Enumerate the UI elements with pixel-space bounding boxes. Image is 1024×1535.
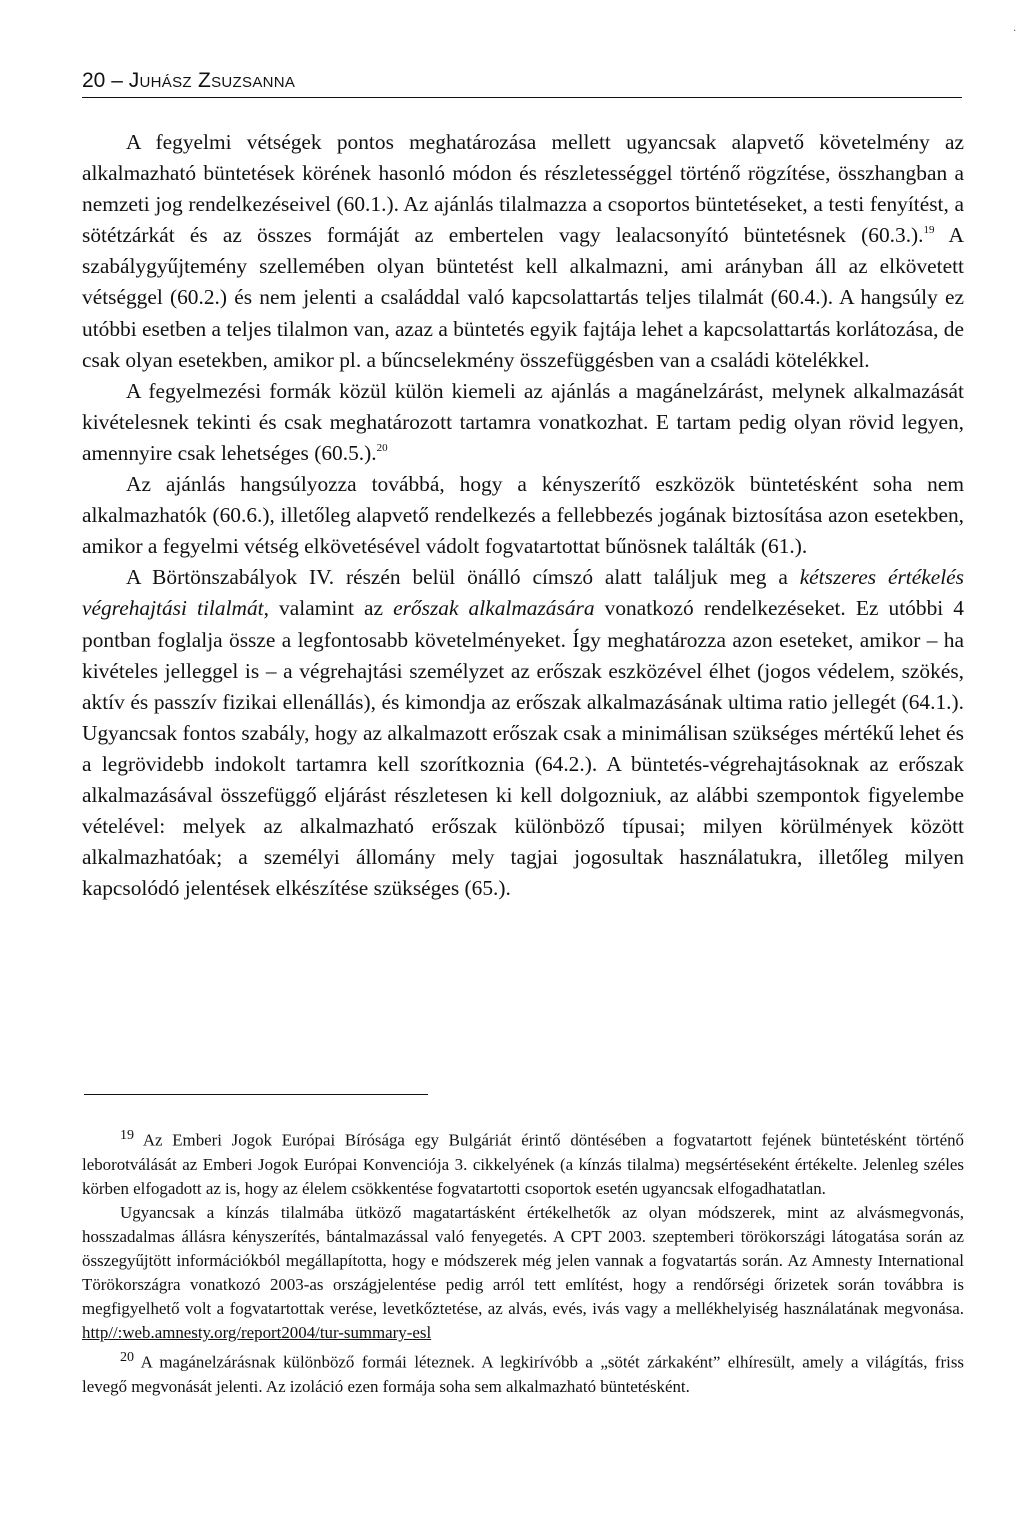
footnote-20-number: 20 xyxy=(120,1349,135,1366)
paragraph-4 xyxy=(82,562,964,904)
footnote-20-text: A magánelzárásnak különböző formái léteznek. A legkirívóbb a „sötét zárkaként” elhíresült, amely a világítás, friss levegő megvonását jelenti. Az izoláció ezen formája soha sem alkalmazható büntetésként. xyxy=(82,1353,964,1397)
running-header xyxy=(82,68,962,94)
paragraph-2 xyxy=(82,376,964,469)
paragraph-4-text-a: A Börtönszabályok IV. részén belül önálló címszó alatt találjuk meg a xyxy=(126,565,800,590)
footnote-19-url[interactable]: http//:web.amnesty.org/report2004/tur-summary-esl xyxy=(82,1323,432,1343)
footnote-ref-19: 19 xyxy=(923,224,935,237)
paragraph-4-italic-1: kétszeres értékelés végrehajtási tilalmát xyxy=(82,565,964,621)
paragraph-2-text: A fegyelmezési formák közül külön kiemeli az ajánlás a magánelzárást, melynek alkalmazását kivételesnek tekinti és csak meghatározott tartamra vonatkozhat. E tartam pedig olyan rövid legyen, amennyire csak lehetséges (60.5.). xyxy=(82,378,964,465)
footnote-19-number: 19 xyxy=(120,1127,135,1143)
paragraph-1 xyxy=(82,127,964,376)
paragraph-4-italic-2: erőszak alkalmazására xyxy=(393,596,595,621)
running-head-author: Juhász Zsuzsanna xyxy=(128,69,296,92)
footnote-ref-20: 20 xyxy=(376,441,388,454)
paragraph-3 xyxy=(82,469,964,562)
footnote-rule xyxy=(84,1094,428,1095)
footnote-20 xyxy=(82,1345,964,1399)
paragraph-4-text-b: , valamint az xyxy=(263,596,394,621)
paragraph-3-text: Az ajánlás hangsúlyozza továbbá, hogy a kényszerítő eszközök büntetésként soha nem alkalmazhatók (60.6.), illetőleg alapvető rendelkezés a fellebbezés jogának biztosítása azon esetekben, amikor a fegyelmi vétség elkövetésével vádolt fogvatartottat bűnösnek találták (61.). xyxy=(82,472,964,559)
footnote-19-text: Az Emberi Jogok Európai Bírósága egy Bulgáriát érintő döntésében a fogvatartott fejének büntetésként történő leborotválását az Emberi Jogok Európai Konvenciója 3. cikkelyének (a kínzás tilalma) megsértéseként értékelte. Jelenleg széles körben elfogadott az is, hogy az élelem csökkentése fogvatartotti csoportok esetén ugyancsak elfogadhatatlan. xyxy=(82,1130,964,1198)
footnotes xyxy=(82,1123,964,1399)
header-rule xyxy=(82,97,962,98)
paragraph-4-text-c: vonatkozó rendelkezéseket. Ez utóbbi 4 pontban foglalja össze a legfontosabb követelményeket. Így meghatározza azon eseteket, amikor – ha kivételes jelleggel is – a végrehajtási személyzet az erőszak eszközével élhet (jogos védelem, szökés, aktív és passzív fizikai ellenállás), és kimondja az erőszak alkalmazásának ultima ratio jellegét (64.1.). Ugyancsak fontos szabály, hogy az alkalmazott erőszak csak a minimálisan szükséges mértékű lehet és a legrövidebb indokolt tartamra kell szorítkoznia (64.2.). A büntetés-végrehajtásoknak az erőszak alkalmazásával összefüggő eljárást részletesen ki kell dolgozniuk, az alábbi szempontok figyelembe vételével: melyek az alkalmazható erőszak különböző típusai; milyen körülmények között alkalmazhatóak; a személyi állomány mely tagjai jogosultak használatukra, illetőleg milyen kapcsolódó jelentések elkészítése szükséges (65.). xyxy=(82,596,964,901)
paragraph-1-text-b: A szabálygyűjtemény szellemében olyan büntetést kell alkalmazni, ami arányban áll az elkövetett vétséggel (60.2.) és nem jelenti a családdal való kapcsolattartás teljes tilalmát (60.4.). A hangsúly ez utóbbi esetben a teljes tilalmon van, azaz a büntetés egyik fajtája lehet a kapcsolattartás korlátozása, de csak olyan esetekben, amikor pl. a bűncselekmény összefüggésben van a családi kötelékkel. xyxy=(82,223,964,372)
margin-mark: · xyxy=(1013,26,1017,37)
body-text xyxy=(82,127,964,904)
page-number: 20 xyxy=(82,69,106,92)
paragraph-1-text-a: A fegyelmi vétségek pontos meghatározása mellett ugyancsak alapvető követelmény az alkalmazható büntetések körének hasonló módon és részletességgel történő rögzítése, összhangban a nemzeti jog rendelkezéseivel (60.1.). Az ajánlás tilalmazza a csoportos büntetéseket, a testi fenyítést, a sötétzárkát és az összes formáját az embertelen vagy lealacsonyító büntetésnek (60.3.). xyxy=(82,130,964,248)
footnote-19-continuation xyxy=(82,1201,964,1346)
footnote-19 xyxy=(82,1123,964,1201)
header-separator: – xyxy=(105,69,129,92)
footnote-19-text-2: Ugyancsak a kínzás tilalmába ütköző magatartásként értékelhetők az olyan módszerek, mint az alvásmegvonás, hosszadalmas állásra kényszerítés, bántalmazással való fenyegetés. A CPT 2003. szeptemberi törökországi látogatása során az összegyűjtött információkból megállapította, hogy e módszerek még jelen vannak a fogvatartás során. Az Amnesty International Törökországra vonatkozó 2003-as országjelentése pedig arról tett említést, hogy a rendőrségi őrizetek során továbbra is megfigyelhető volt a fogvatartottak verése, levetkőztetése, az alvás, evés, ivás vagy a mellékhelyiség használatának megvonása. xyxy=(82,1202,964,1319)
